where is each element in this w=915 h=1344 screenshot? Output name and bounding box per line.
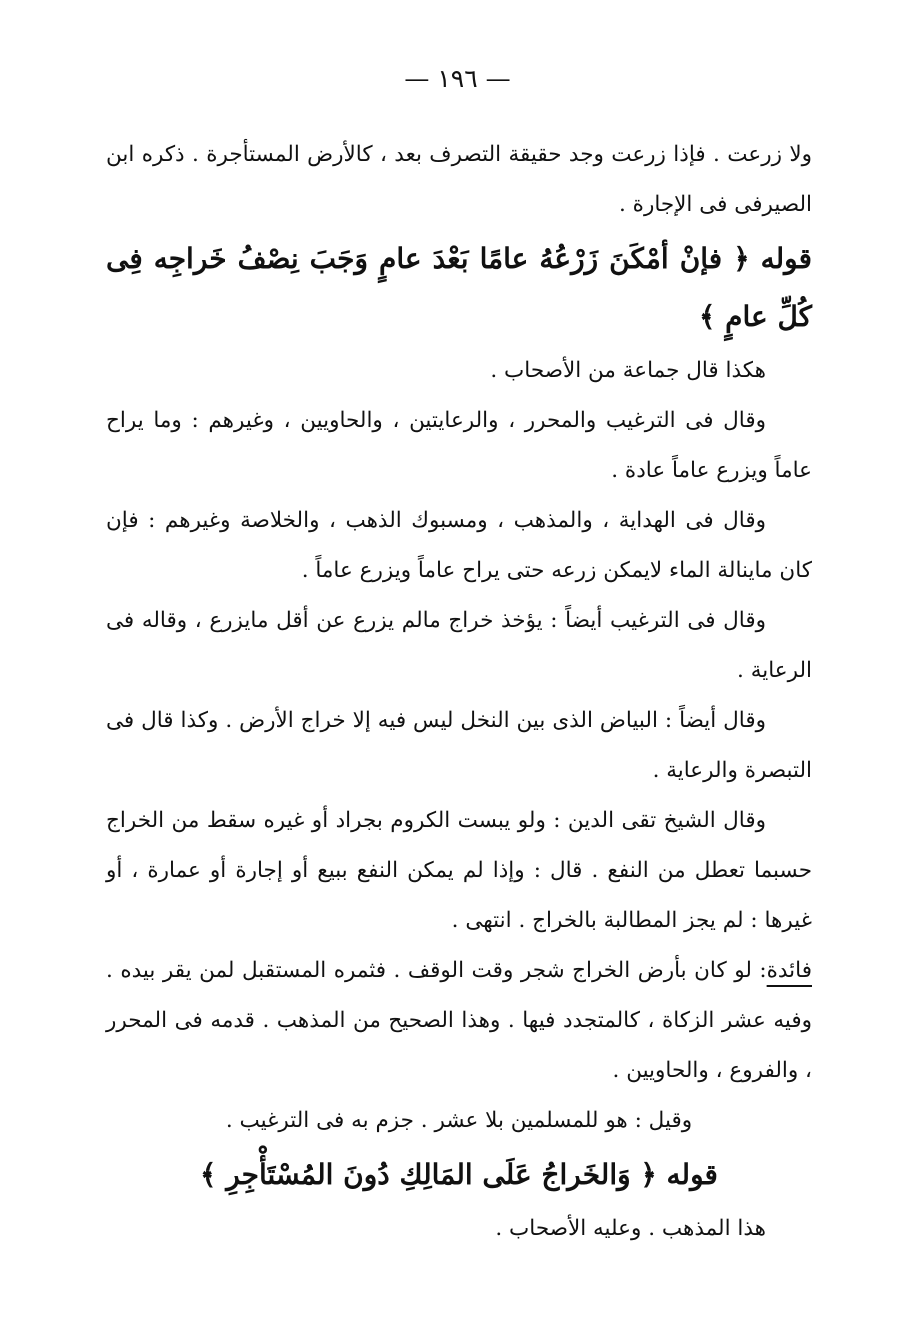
- page-body: [106, 130, 812, 1254]
- paragraph-madhhab: هذا المذهب . وعليه الأصحاب .: [495, 1216, 766, 1241]
- page-number: — ١٩٦ —: [404, 64, 511, 93]
- faida-text: : لو كان بأرض الخراج شجر وقت الوقف . فثمره المستقبل لمن يقر بيده . وفيه عشر الزكاة ، كالمتجدد فيها . وهذا الصحيح من المذهب . قدمه فى المحرر ، والفروع ، والحاويين .: [106, 958, 812, 1083]
- quote-heading-kharaj-owner: قوله ﴿ وَالخَراجُ عَلَى المَالِكِ دُونَ المُسْتَأْجِرِ ﴾: [200, 1158, 718, 1191]
- paragraph-continuation: ولا زرعت . فإذا زرعت وجد حقيقة التصرف بعد ، كالأرض المستأجرة . ذكره ابن الصيرفى فى الإجارة .: [106, 142, 812, 217]
- quote-heading-kharaj-yearly: قوله ﴿ فإنْ أمْكَنَ زَرْعُهُ عامًا بَعْدَ عامٍ وَجَبَ نِصْفُ خَراجِه فِى كُلِّ عامٍ ﴾: [106, 242, 812, 333]
- paragraph-faida: [106, 946, 812, 1096]
- paragraph-targhib: وقال فى الترغيب والمحرر ، والرعايتين ، والحاويين ، وغيرهم : وما يراح عاماً ويزرع عاماً عادة .: [106, 408, 812, 483]
- paragraph-taqi-al-din: وقال الشيخ تقى الدين : ولو يبست الكروم بجراد أو غيره سقط من الخراج حسبما تعطل من النفع . قال : وإذا لم يمكن النفع ببيع أو إجارة أو عمارة ، أو غيرها : لم يجز المطالبة بالخراج . انتهى .: [106, 808, 812, 933]
- faida-term: فائدة: [766, 958, 812, 983]
- paragraph-targhib-also: وقال فى الترغيب أيضاً : يؤخذ خراج مالم يزرع عن أقل مايزرع ، وقاله فى الرعاية .: [106, 608, 812, 683]
- paragraph-hidaya: وقال فى الهداية ، والمذهب ، ومسبوك الذهب ، والخلاصة وغيرهم : فإن كان ماينالة الماء لايمكن زرعه حتى يراح عاماً ويزرع عاماً .: [106, 508, 812, 583]
- paragraph-ashab: هكذا قال جماعة من الأصحاب .: [490, 358, 766, 383]
- paragraph-qila: وقيل : هو للمسلمين بلا عشر . جزم به فى الترغيب .: [225, 1108, 693, 1133]
- paragraph-bayad: وقال أيضاً : البياض الذى بين النخل ليس فيه إلا خراج الأرض . وكذا قال فى التبصرة والرعاية .: [106, 708, 812, 783]
